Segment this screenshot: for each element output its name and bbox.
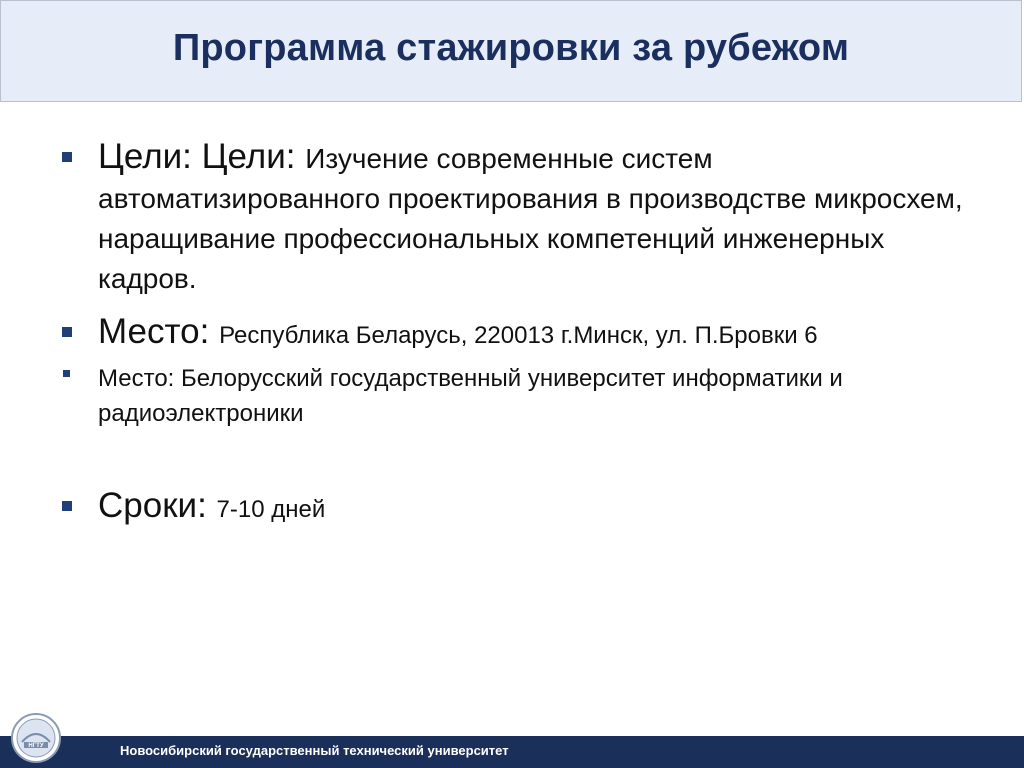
- footer-university-name: Новосибирский государственный технический университет: [120, 743, 509, 758]
- logo-text: НГТУ: [28, 743, 44, 749]
- bullet-label: Сроки:: [98, 486, 217, 525]
- bullet-label: Цели: Цели:: [98, 137, 306, 176]
- bullet-item-place: [60, 311, 980, 353]
- bullet-text: 7-10 дней: [216, 496, 326, 523]
- bullet-text: Республика Беларусь, 220013 г.Минск, ул. П.Бровки 6: [219, 322, 818, 349]
- footer-bar: [0, 736, 1024, 768]
- square-bullet-icon: [62, 327, 72, 337]
- bullet-paragraph: [98, 311, 980, 353]
- bullet-label: Место:: [98, 312, 220, 351]
- bullet-item-duration: [60, 485, 980, 527]
- square-bullet-icon: [63, 370, 70, 377]
- bullet-paragraph: [98, 361, 980, 431]
- bullet-paragraph: [98, 136, 980, 299]
- bullet-text: Изучение современные систем автоматизированного проектирования в производстве микросхем, наращивание профессиональных компетенций инженерных кадров.: [98, 143, 963, 294]
- bullet-paragraph: [98, 485, 980, 527]
- title-bar: [0, 0, 1022, 102]
- square-bullet-icon: [62, 501, 72, 511]
- university-logo-icon: [10, 712, 62, 764]
- bullet-text: Место: Белорусский государственный университет информатики и радиоэлектроники: [98, 365, 843, 427]
- bullet-item-university: [60, 361, 980, 431]
- bullet-list: [60, 136, 980, 527]
- slide-title: Программа стажировки за рубежом: [172, 27, 850, 69]
- bullet-item-goals: [60, 136, 980, 299]
- square-bullet-icon: [62, 152, 72, 162]
